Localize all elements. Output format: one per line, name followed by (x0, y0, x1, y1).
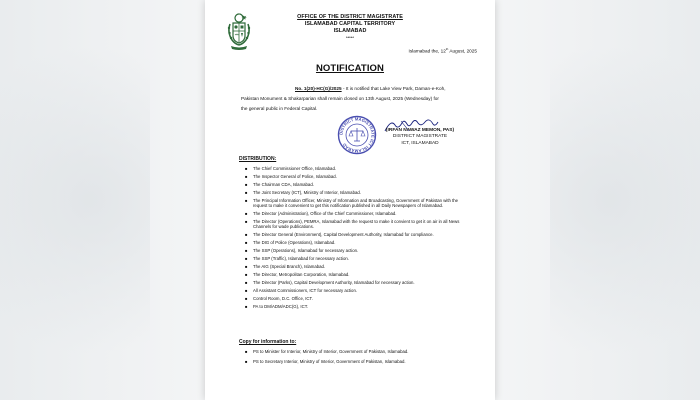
seal-text: DISTRICT MAGISTRATE ICT ISLAMABAD (338, 116, 376, 154)
notification-body (241, 84, 469, 114)
signatory-name: (IRFAN NAWAZ MEMON, PAS) (385, 128, 455, 133)
list-item-text: The Director General (Environment), Capital Development Authority, Islamabad for compliance. (253, 232, 434, 238)
list-item (245, 219, 473, 229)
body-line-2: Pakistan Monument & Shakarparian shall remain closed on 13th August, 2025 (Wednesday) for (241, 96, 439, 101)
document-header (245, 14, 455, 40)
document-date (409, 47, 477, 54)
list-item-text: All Assistant Commissioners, ICT for necessary action. (253, 287, 358, 293)
list-item (245, 248, 473, 253)
square-bullet-icon: ■ (245, 181, 248, 187)
body-text-1: - It is notified that Lake View Park, Daman-e-Koh, (341, 86, 446, 91)
list-item-text: The AIG (Special Branch), Islamabad. (253, 264, 326, 270)
date-prefix: Islamabad the, 12 (408, 48, 446, 54)
square-bullet-icon: ■ (245, 173, 248, 179)
square-bullet-icon: ■ (245, 232, 248, 238)
list-item-text: The SSP (Traffic), Islamabad for necessary action. (253, 256, 349, 262)
list-item-text: The Chief Commissioner Office, Islamabad. (253, 166, 337, 171)
signatory-designation: DISTRICT MAGISTRATE (392, 134, 448, 140)
body-line-3: the general public in Federal Capital. (241, 106, 318, 111)
list-item (245, 296, 473, 301)
list-item-text: The Joint Secretary (ICT), Ministry of Interior, Islamabad. (253, 189, 361, 195)
list-item (245, 240, 473, 245)
list-item (245, 264, 473, 269)
date-suffix-sup: th (445, 47, 449, 51)
list-item (245, 280, 473, 285)
square-bullet-icon: ■ (245, 197, 248, 203)
document-title: NOTIFICATION (315, 63, 385, 74)
list-item (245, 190, 473, 195)
list-item-text: The Director (Administration), Office of the Chief Commissioner, Islamabad. (253, 211, 397, 217)
list-item-text: The Director (Operations), PEMRA, Islamabad with the request to make it convient to get it on air in all News Channels for wade publications. (253, 219, 460, 230)
list-item (245, 232, 473, 237)
square-bullet-icon: ■ (245, 272, 248, 277)
square-bullet-icon: ■ (245, 219, 248, 224)
square-bullet-icon: ■ (245, 295, 248, 301)
header-stars: ***** (345, 35, 355, 40)
signatory-office: ICT, ISLAMABAD (401, 140, 439, 146)
list-item-text: The SSP (Operations), Islamabad for necessary action. (253, 248, 359, 254)
distribution-label: DISTRIBUTION: (239, 156, 277, 162)
body-line-1 (241, 84, 469, 94)
signatory-block (379, 128, 461, 147)
reference-number: No. 1(20)-HC(G)/2025 (295, 86, 342, 91)
date-month-year: August, 2025 (448, 48, 477, 54)
square-bullet-icon: ■ (245, 359, 248, 365)
square-bullet-icon: ■ (245, 166, 248, 171)
list-item-text: PA to DM/ADM/ADC(G), ICT. (253, 303, 309, 309)
list-item (245, 288, 473, 293)
list-item (245, 211, 473, 216)
square-bullet-icon: ■ (245, 279, 248, 285)
square-bullet-icon: ■ (245, 264, 248, 270)
square-bullet-icon: ■ (245, 248, 248, 254)
background-right-shade (550, 0, 700, 400)
list-item-text: The DIG of Police (Operations), Islamabad. (253, 240, 336, 246)
list-item (245, 359, 473, 364)
list-item (245, 174, 473, 179)
district-magistrate-seal-icon (337, 115, 377, 155)
square-bullet-icon: ■ (245, 189, 248, 195)
list-item (245, 198, 473, 208)
list-item-text: PS to Secretary Interior, Ministry of Interior, Government of Pakistan, Islamabad. (253, 359, 406, 365)
list-item-text: The Director, Metropolitan Corporation, Islamabad. (253, 272, 350, 277)
copy-label: Copy for information to: (239, 339, 297, 345)
notification-document (205, 0, 495, 400)
list-item (245, 304, 473, 309)
list-item-text: Control Room, D.C. Office, ICT. (253, 295, 313, 301)
distribution-list (245, 166, 473, 312)
header-office: OFFICE OF THE DISTRICT MAGISTRATE (297, 14, 403, 20)
list-item (245, 349, 473, 354)
list-item-text: PS to Minister for Interior, Ministry of Interior, Government of Pakistan, Islamabad. (253, 349, 409, 354)
square-bullet-icon: ■ (245, 256, 248, 262)
background-left-shade (0, 0, 150, 400)
square-bullet-icon: ■ (245, 303, 248, 309)
header-territory: ISLAMABAD CAPITAL TERRITORY (304, 21, 396, 27)
list-item (245, 256, 473, 261)
square-bullet-icon: ■ (245, 211, 248, 217)
square-bullet-icon: ■ (245, 240, 248, 246)
header-city: ISLAMABAD (333, 28, 367, 34)
list-item-text: The Chairman CDA, Islamabad. (253, 181, 314, 187)
copy-list (245, 349, 473, 369)
list-item (245, 166, 473, 171)
list-item (245, 182, 473, 187)
list-item-text: The Director (Parks), Capital Development Authority, Islamabad for necessary action. (253, 279, 415, 285)
list-item-text: The Principal Information Officer, Ministry of Information and Broadcasting, Government of Pakistan with the request to make it convenient to get this notification published in all Daily Newspapers of Islamabad. (253, 197, 459, 209)
list-item-text: The Inspector General of Police, Islamabad. (253, 173, 337, 179)
square-bullet-icon: ■ (245, 349, 248, 354)
square-bullet-icon: ■ (245, 287, 248, 293)
list-item (245, 272, 473, 277)
